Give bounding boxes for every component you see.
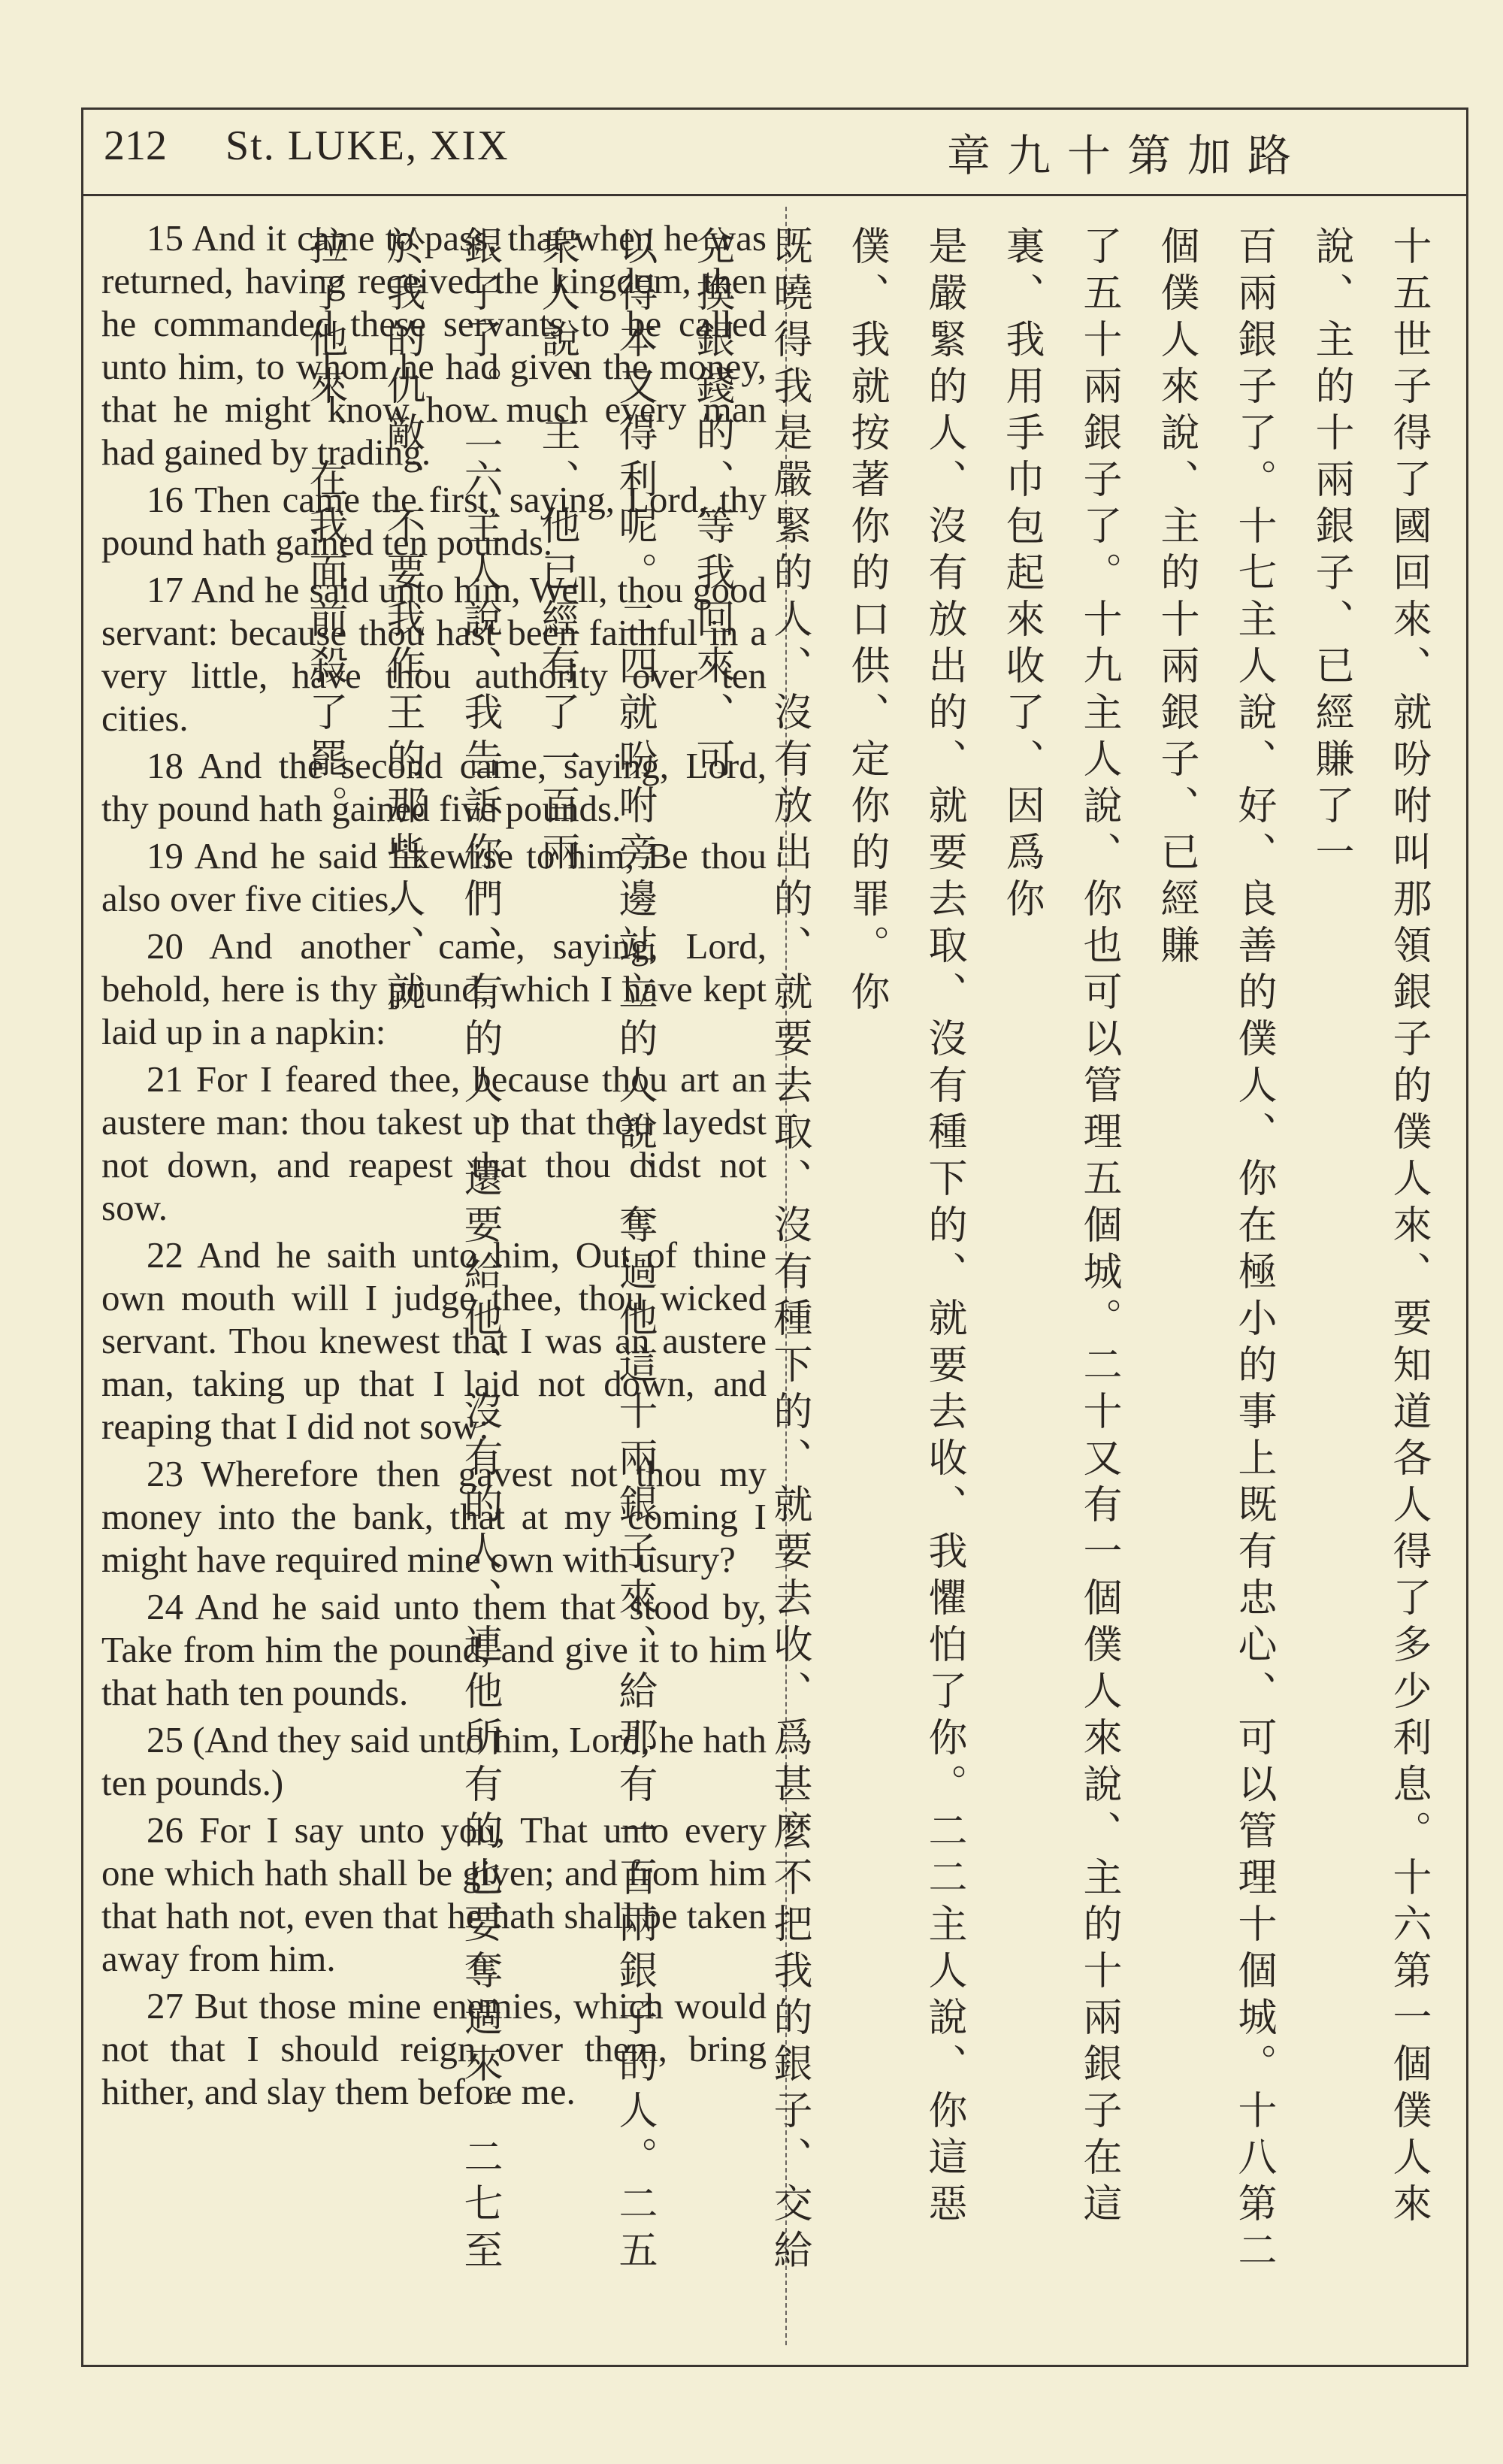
verse-26: 26 For I say unto you, That unto every one which hath shall be given; and from him that hath not, even that he hath shall be taken away from him. [101, 1809, 767, 1979]
verse-23: 23 Wherefore then gavest not thou my money into the bank, that at my coming I might have required mine own with usury? [101, 1453, 767, 1580]
verse-25: 25 (And they said unto him, Lord, he hath ten pounds.) [101, 1719, 767, 1803]
chinese-heading: 章九十第加路 [946, 130, 1308, 181]
verse-18: 18 And the second came, saying, Lord, thy pound hath gained five pounds. [101, 745, 767, 829]
page-number: 212 [104, 123, 167, 169]
chinese-column-2: 百兩銀子了。十七主人說、好、良善的僕人、你在極小的事上既有忠心、可以管理十個城。十八第二個僕人來說、主的十兩銀子、已經賺 [1154, 226, 1276, 2276]
verse-17: 17 And he said unto him, Well, thou good servant: because thou hast been faithful in a very little, have thou authority over ten cities. [101, 569, 767, 739]
verse-22: 22 And he saith unto him, Out of thine own mouth will I judge thee, thou wicked servant. Thou knewest that I was an austere man, taking up that I laid not down, and reaping that I did not sow: [101, 1234, 767, 1447]
verse-24: 24 And he said unto them that stood by, Take from him the pound, and give it to him that hath ten pounds. [101, 1586, 767, 1713]
verse-15: 15 And it came to pass, that when he was returned, having received the kingdom, then he commanded these servants to be called unto him, to whom he had given the money, that he might know how much every man had gained by trading. [101, 217, 767, 473]
chinese-column-3: 了五十兩銀子了。十九主人說、你也可以管理五個城。二十又有一個僕人來說、主的十兩銀子在這裏、我用手巾包起來收了、因爲你 [999, 226, 1121, 2229]
chinese-column-1: 十五世子得了國回來、就吩咐叫那領銀子的僕人來、要知道各人得了多少利息。十六第一個僕人來說、主的十兩銀子、已經賺了一 [1308, 226, 1431, 2229]
chinese-column-5: 既曉得我是嚴緊的人、沒有放出的、就要去取、沒有種下的、就要去收、爲甚麼不把我的銀子、交給兌換銀錢的、等我回來、可 [689, 226, 812, 2276]
chinese-column-4: 是嚴緊的人、沒有放出的、就要去取、沒有種下的、就要去收、我懼怕了你。二二主人說、你這惡僕、我就按著你的口供、定你的罪。你 [844, 226, 966, 2229]
verse-19: 19 And he said likewise to him, Be thou also over five cities. [101, 835, 767, 919]
chinese-column-7: 銀子了。二六主人說、我告訴你們、有的人、還要給他、沒有的人、連他所有的也要奪過來。二七至於我的仇敵、不要我作王的那些人、就 [380, 226, 502, 2276]
chinese-column-8: 拉了他來、在我面前殺了罷。 [302, 226, 347, 831]
chinese-column-6: 以得本又得利呢。二四就吩咐旁邊站立的人說、奪過他這十兩銀子來、給那有一百兩銀子的人。二五衆人說、主、他已經有了一百兩 [534, 226, 657, 2276]
verse-21: 21 For I feared thee, because thou art an austere man: thou takest up that thou layedst not down, and reapest that thou didst not sow. [101, 1058, 767, 1228]
running-head: St. LUKE, XIX [225, 123, 510, 169]
verse-20: 20 And another came, saying, Lord, behold, here is thy pound, which I have kept laid up in a napkin: [101, 925, 767, 1052]
header-rule [81, 194, 1468, 196]
verse-16: 16 Then came the first, saying, Lord, thy pound hath gained ten pounds. [101, 479, 767, 563]
verse-27: 27 But those mine enemies, which would not that I should reign over them, bring hither, and slay them before me. [101, 1985, 767, 2112]
